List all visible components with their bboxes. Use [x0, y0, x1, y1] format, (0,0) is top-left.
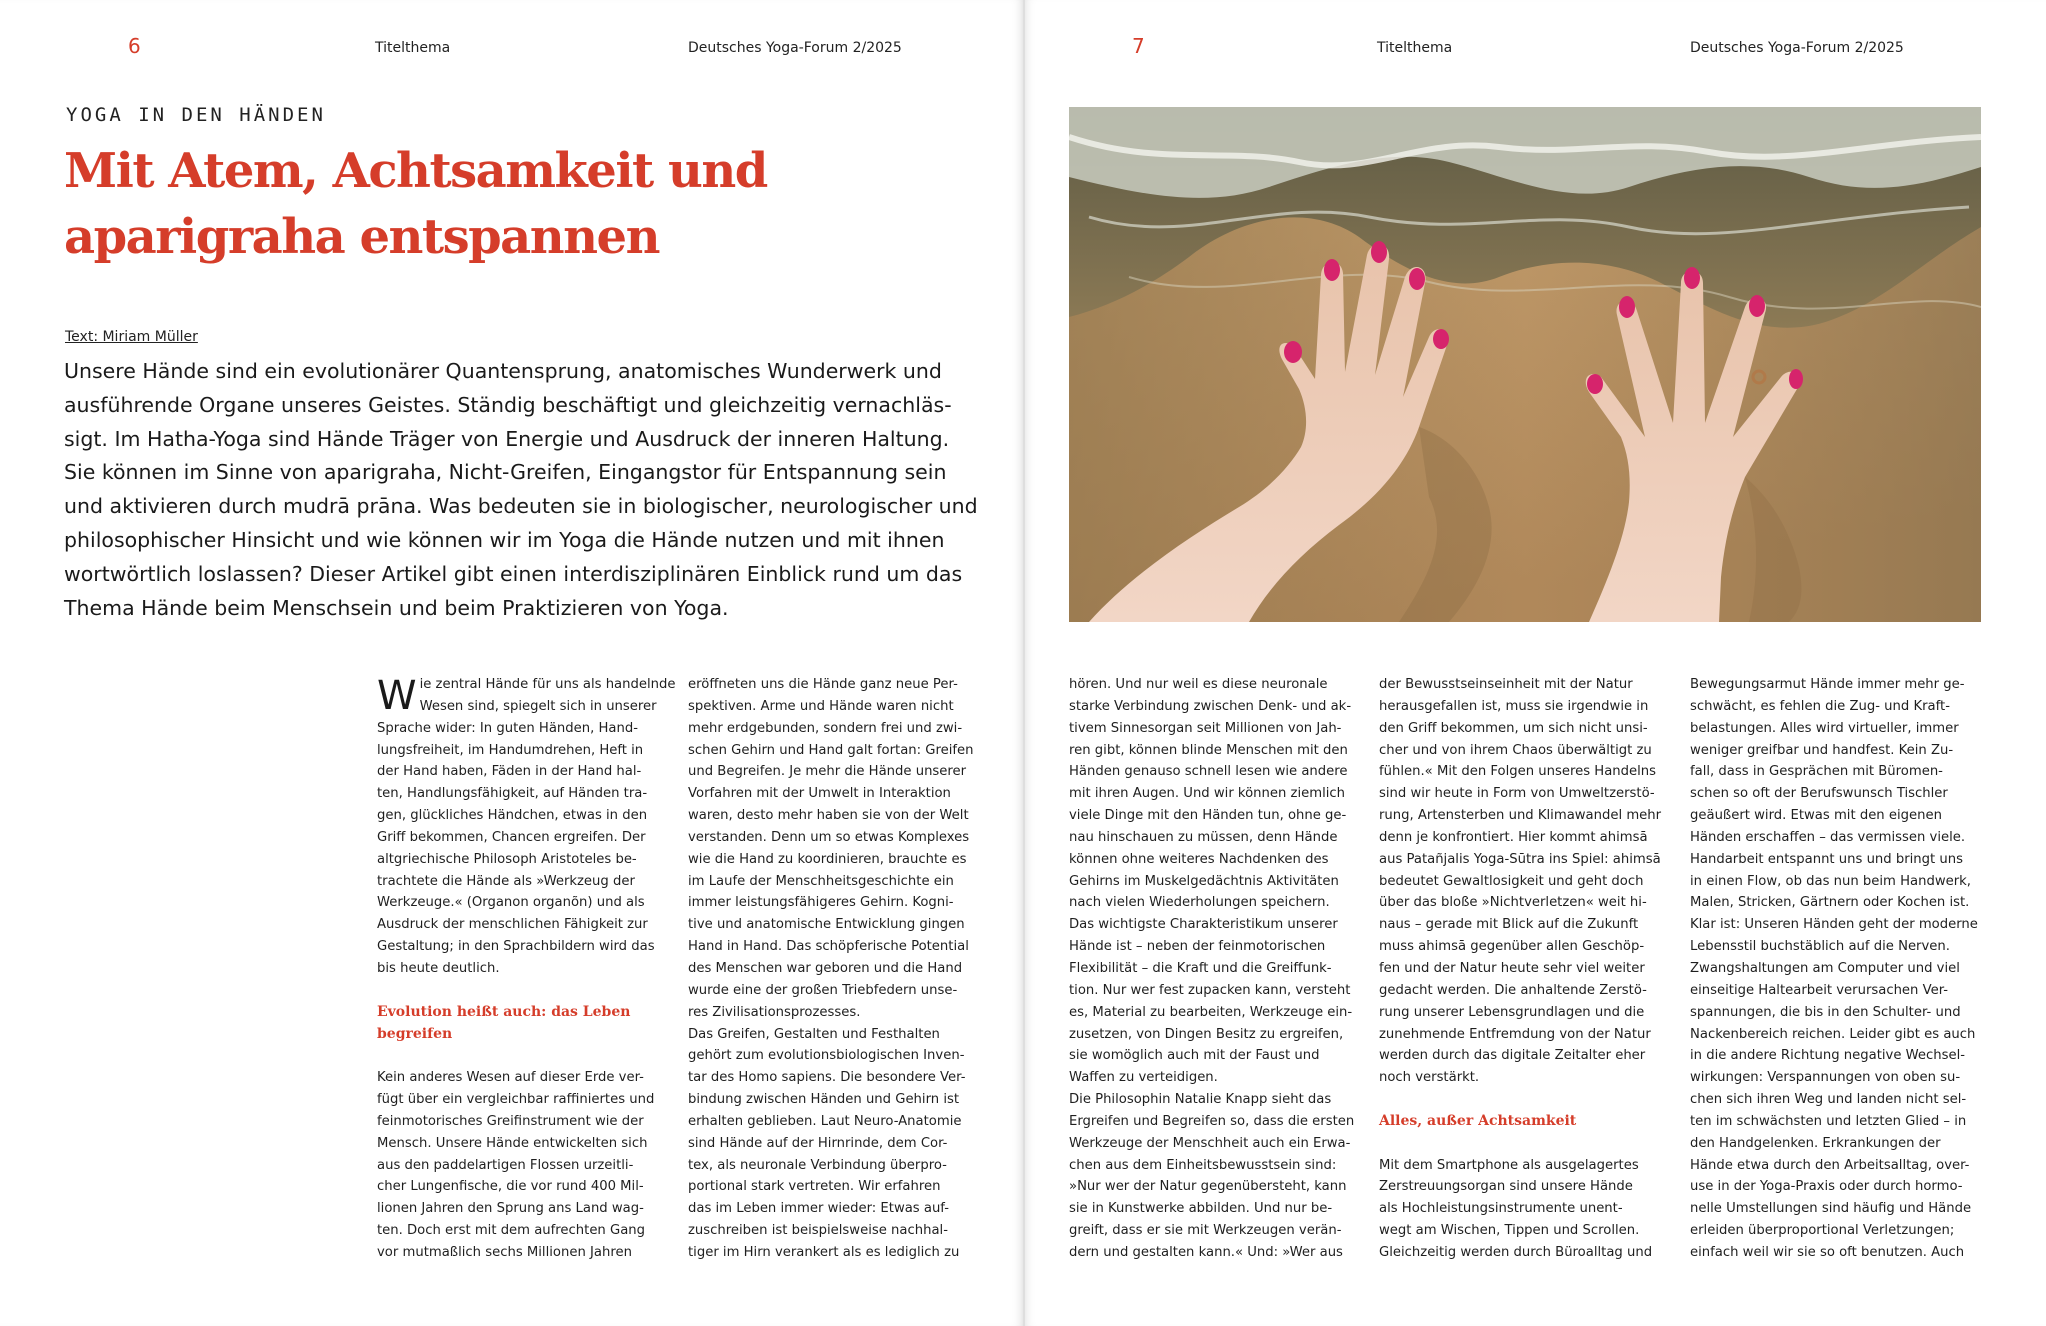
- text-line: tar des Homo sapiens. Die besondere Ver-: [688, 1070, 966, 1086]
- lead-line: sigt. Im Hatha-Yoga sind Hände Träger von Energie und Ausdruck der inneren Haltung.: [64, 426, 950, 451]
- text-line: wirkungen: Verspannungen von oben su-: [1690, 1070, 1961, 1086]
- text-line: feinmotorisches Greifinstrument wie der: [377, 1113, 644, 1129]
- text-line: muss ahimsā gegenüber allen Geschöp-: [1379, 939, 1645, 955]
- text-line: sind wir heute in Form von Umweltzerstö-: [1379, 786, 1655, 802]
- text-line: cher und von ihrem Chaos überwältigt zu: [1379, 742, 1652, 758]
- text-line: portional stark vertreten. Wir erfahren: [688, 1179, 941, 1195]
- text-line: wie die Hand zu koordinieren, brauchte es: [688, 851, 967, 867]
- text-line: Lebensstil buchstäblich auf die Nerven.: [1690, 939, 1950, 955]
- column-body: [377, 718, 667, 1264]
- text-line: sie womöglich auch mit der Faust und: [1069, 1048, 1320, 1064]
- subheading-line: Evolution heißt auch: das Leben: [377, 1003, 631, 1020]
- text-line: chen aus dem Einheitsbewusstsein sind:: [1069, 1157, 1337, 1173]
- text-line: gehört zum evolutionsbiologischen Inven-: [688, 1048, 965, 1064]
- text-column-4: [1379, 674, 1669, 1264]
- text-line: fall, dass in Gesprächen mit Büromen-: [1690, 764, 1943, 780]
- text-line: den Griff bekommen, um sich nicht unsi-: [1379, 720, 1648, 736]
- text-line: noch verstärkt.: [1379, 1070, 1480, 1086]
- page-number: 7: [1132, 34, 1145, 58]
- subheading-line: Alles, außer Achtsamkeit: [1379, 1112, 1577, 1129]
- text-line: nach vielen Wiederholungen speichern.: [1069, 895, 1330, 911]
- text-line: Klar ist: Unseren Händen geht der moderne: [1690, 917, 1978, 933]
- text-line: schen so oft der Berufswunsch Tischler: [1690, 786, 1948, 802]
- lead-line: Sie können im Sinne von aparigraha, Nicht-Greifen, Eingangstor für Entspannung sein: [64, 460, 947, 485]
- text-line: den Handgelenken. Erkrankungen der: [1690, 1135, 1941, 1151]
- text-line: starke Verbindung zwischen Denk- und ak-: [1069, 698, 1352, 714]
- text-line: fen und der Natur heute sehr viel weiter: [1379, 960, 1645, 976]
- lead-paragraph: [64, 355, 1004, 625]
- headline-line: Mit Atem, Achtsamkeit und: [64, 143, 767, 199]
- text-line: vor mutmaßlich sechs Millionen Jahren: [377, 1244, 632, 1260]
- text-line: Gleichzeitig werden durch Büroalltag und: [1379, 1244, 1653, 1260]
- text-line: Das wichtigste Charakteristikum unserer: [1069, 917, 1338, 933]
- text-line: Hände ist – neben der feinmotorischen: [1069, 939, 1326, 955]
- text-line: ten. Doch erst mit dem aufrechten Gang: [377, 1223, 646, 1239]
- text-line: Mensch. Unsere Hände entwickelten sich: [377, 1135, 648, 1151]
- text-line: Mit dem Smartphone als ausgelagertes: [1379, 1157, 1639, 1173]
- text-line: Handarbeit entspannt uns und bringt uns: [1690, 851, 1963, 867]
- text-line: fügt über ein vergleichbar raffiniertes und: [377, 1092, 655, 1108]
- text-line: mehr erdgebunden, sondern frei und zwi-: [688, 720, 963, 736]
- text-line: greift, dass er sie mit Werkzeugen verän-: [1069, 1223, 1342, 1239]
- text-line: tion. Nur wer fest zupacken kann, versteht: [1069, 982, 1351, 998]
- running-head-section: Titelthema: [1377, 40, 1453, 56]
- text-line: lungsfreiheit, im Handumdrehen, Heft in: [377, 742, 644, 758]
- text-line: immer leistungsfähigeres Gehirn. Kogni-: [688, 895, 954, 911]
- page-number: 6: [128, 34, 141, 58]
- text-line: eröffneten uns die Hände ganz neue Per-: [688, 677, 958, 692]
- text-line: schwächt, es fehlen die Zug- und Kraft-: [1690, 698, 1950, 714]
- text-line: Zerstreuungsorgan sind unsere Hände: [1379, 1179, 1633, 1195]
- text-line: waren, desto mehr haben sie von der Welt: [688, 808, 969, 824]
- lead-line: und aktivieren durch mudrā prāna. Was bedeuten sie in biologischer, neurologischer und: [64, 494, 978, 519]
- text-line: use in der Yoga-Praxis oder durch hormo-: [1690, 1179, 1963, 1195]
- text-line: chen sich ihren Weg und landen nicht sel-: [1690, 1092, 1967, 1108]
- text-line: Das Greifen, Gestalten und Festhalten: [688, 1026, 940, 1042]
- text-line: wurde eine der großen Triebfedern unse-: [688, 982, 958, 998]
- text-line: lionen Jahren den Sprung ans Land wag-: [377, 1201, 644, 1217]
- text-column-3: [1069, 674, 1364, 1264]
- text-line: verstanden. Denn um so etwas Komplexes: [688, 829, 970, 845]
- text-line: Nackenbereich reichen. Leider gibt es auch: [1690, 1026, 1976, 1042]
- text-line: in die andere Richtung negative Wechsel-: [1690, 1048, 1966, 1064]
- text-line: cher Lungenfische, die vor rund 400 Mil-: [377, 1179, 644, 1195]
- text-line: gedacht werden. Die anhaltende Zerstö-: [1379, 982, 1647, 998]
- text-line: Händen genauso schnell lesen wie andere: [1069, 764, 1348, 780]
- byline: Text: Miriam Müller: [65, 329, 198, 345]
- text-line: Ausdruck der menschlichen Fähigkeit zur: [377, 917, 648, 933]
- lead-line: ausführende Organe unseres Geistes. Ständig beschäftigt und gleichzeitig vernachläs-: [64, 392, 952, 417]
- running-head-magazine: Deutsches Yoga-Forum 2/2025: [1690, 40, 1904, 56]
- paragraph-gap: [1379, 1133, 1669, 1155]
- text-line: Malen, Stricken, Gärtnern oder Kochen ist.: [1690, 895, 1970, 911]
- text-line: bis heute deutlich.: [377, 960, 500, 976]
- paragraph-gap: [377, 1045, 667, 1067]
- text-line: rung, Artensterben und Klimawandel mehr: [1379, 808, 1662, 824]
- text-line: dern und gestalten kann.« Und: »Wer aus: [1069, 1244, 1343, 1260]
- text-line: spektiven. Arme und Hände waren nicht: [688, 698, 954, 714]
- text-line: zuschreiben ist beispielsweise nachhal-: [688, 1223, 948, 1239]
- text-line: und Begreifen. Je mehr die Hände unserer: [688, 764, 967, 780]
- text-line: Gehirns im Muskelgedächtnis Aktivitäten: [1069, 873, 1339, 889]
- text-line: bindung zwischen Händen und Gehirn ist: [688, 1092, 960, 1108]
- text-line: Ergreifen und Begreifen so, dass die ersten: [1069, 1113, 1355, 1129]
- lead-line: wortwörtlich loslassen? Dieser Artikel gibt einen interdisziplinären Einblick rund um das: [64, 561, 963, 586]
- text-line: Hände etwa durch den Arbeitsalltag, over-: [1690, 1157, 1970, 1173]
- text-line: als Hochleistungsinstrumente unent-: [1379, 1201, 1623, 1217]
- photo-illustration: [1069, 107, 1981, 622]
- text-line: können ohne weiteres Nachdenken des: [1069, 851, 1329, 867]
- lead-line: Unsere Hände sind ein evolutionärer Quantensprung, anatomisches Wunderwerk und: [64, 359, 942, 383]
- text-line: Zwangshaltungen am Computer und viel: [1690, 960, 1960, 976]
- text-line: naus – gerade mit Blick auf die Zukunft: [1379, 917, 1639, 933]
- text-line: Händen erschaffen – das vermissen viele.: [1690, 829, 1966, 845]
- text-line: ren gibt, können blinde Menschen mit den: [1069, 742, 1348, 758]
- text-line: zunehmende Entfremdung von der Natur: [1379, 1026, 1651, 1042]
- article-kicker: YOGA IN DEN HÄNDEN: [66, 104, 326, 126]
- drop-cap-paragraph: [377, 673, 676, 719]
- text-column-1: [377, 673, 676, 1264]
- text-line: schen Gehirn und Hand galt fortan: Greifen: [688, 742, 974, 758]
- text-line: hören. Und nur weil es diese neuronale: [1069, 677, 1328, 692]
- paragraph-gap: [1379, 1089, 1669, 1111]
- text-line: viele Dinge mit den Händen tun, ohne ge-: [1069, 808, 1347, 824]
- text-line: es, Material zu bearbeiten, Werkzeuge ein-: [1069, 1004, 1353, 1020]
- text-line: Flexibilität – die Kraft und die Greiffunk-: [1069, 960, 1332, 976]
- text-line: tex, als neuronale Verbindung überpro-: [688, 1157, 947, 1173]
- text-line: aus den paddelartigen Flossen urzeitli-: [377, 1157, 634, 1173]
- text-line: rung unserer Lebensgrundlagen und die: [1379, 1004, 1645, 1020]
- text-line: res Zivilisationsprozesses.: [688, 1004, 861, 1020]
- text-line: der Hand haben, Fäden in der Hand hal-: [377, 764, 642, 780]
- text-line: erleiden überproportional Verletzungen;: [1690, 1223, 1955, 1239]
- text-line: Die Philosophin Natalie Knapp sieht das: [1069, 1092, 1332, 1108]
- text-line: einfach weil wir sie so oft benutzen. Auch: [1690, 1244, 1965, 1260]
- text-line: über das bloße »Nichtverletzen« weit hi-: [1379, 895, 1647, 911]
- text-line: Wesen sind, spiegelt sich in unserer: [419, 698, 657, 714]
- text-line: fühlen.« Mit den Folgen unseres Handelns: [1379, 764, 1657, 780]
- text-line: ie zentral Hände für uns als handelnde: [419, 677, 676, 692]
- text-line: mit ihren Augen. Und wir können ziemlich: [1069, 786, 1346, 802]
- running-head-section: Titelthema: [375, 40, 451, 56]
- paragraph-gap: [377, 980, 667, 1002]
- text-line: ten im schwächsten und letzten Glied – in: [1690, 1113, 1967, 1129]
- text-line: belastungen. Alles wird virtueller, immer: [1690, 720, 1959, 736]
- text-line: zusetzen, von Dingen Besitz zu ergreifen,: [1069, 1026, 1344, 1042]
- text-line: spannungen, die bis in den Schulter- und: [1690, 1004, 1961, 1020]
- text-line: Gestaltung; in den Sprachbildern wird das: [377, 939, 655, 955]
- text-line: Sprache wider: In guten Händen, Hand-: [377, 720, 638, 736]
- text-line: denn je konfrontiert. Hier kommt ahimsā: [1379, 829, 1648, 845]
- text-line: wegt am Wischen, Tippen und Scrollen.: [1379, 1223, 1640, 1239]
- text-line: herausgefallen ist, muss sie irgendwie in: [1379, 698, 1649, 714]
- text-line: Vorfahren mit der Umwelt in Interaktion: [688, 786, 951, 802]
- text-line: gen, glückliches Händchen, etwas in den: [377, 808, 648, 824]
- text-column-2: [688, 674, 983, 1264]
- text-line: erhalten geblieben. Laut Neuro-Anatomie: [688, 1113, 962, 1129]
- text-line: des Menschen war geboren und die Hand: [688, 960, 963, 976]
- text-line: geäußert wird. Etwas mit den eigenen: [1690, 808, 1942, 824]
- text-line: tivem Sinnesorgan seit Millionen von Jah-: [1069, 720, 1342, 736]
- text-line: sind Hände auf der Hirnrinde, dem Cor-: [688, 1135, 948, 1151]
- text-line: tiger im Hirn verankert als es lediglich zu: [688, 1244, 960, 1260]
- text-line: Bewegungsarmut Hände immer mehr ge-: [1690, 677, 1965, 692]
- running-head-magazine: Deutsches Yoga-Forum 2/2025: [688, 40, 902, 56]
- text-line: Werkzeuge der Menschheit auch ein Erwa-: [1069, 1135, 1351, 1151]
- text-line: das im Leben immer wieder: Etwas auf-: [688, 1201, 949, 1217]
- lead-line: philosophischer Hinsicht und wie können wir im Yoga die Hände nutzen und mit ihnen: [64, 527, 945, 552]
- headline-line: aparigraha entspannen: [64, 209, 659, 265]
- text-line: im Laufe der Menschheitsgeschichte ein: [688, 873, 954, 889]
- subheading-line: begreifen: [377, 1025, 453, 1042]
- text-line: Griff bekommen, Chancen ergreifen. Der: [377, 829, 646, 845]
- text-line: aus Patañjalis Yoga-Sūtra ins Spiel: ahimsā: [1379, 851, 1661, 867]
- text-line: Werkzeuge.« (Organon organõn) und als: [377, 895, 645, 911]
- text-line: »Nur wer der Natur gegenübersteht, kann: [1069, 1179, 1347, 1195]
- text-line: der Bewusstseinseinheit mit der Natur: [1379, 677, 1633, 692]
- text-line: werden durch das digitale Zeitalter eher: [1379, 1048, 1646, 1064]
- text-line: nau hinschauen zu müssen, denn Hände: [1069, 829, 1338, 845]
- text-column-5: [1690, 674, 1985, 1264]
- text-line: trachtete die Hände als »Werkzeug der: [377, 873, 635, 889]
- text-line: weniger greifbar und handfest. Kein Zu-: [1690, 742, 1954, 758]
- text-line: Hand in Hand. Das schöpferische Potential: [688, 939, 969, 955]
- text-line: sie in Kunstwerke abbilden. Und nur be-: [1069, 1201, 1333, 1217]
- text-line: in einen Flow, ob das nun beim Handwerk,: [1690, 873, 1971, 889]
- text-line: nelle Umstellungen sind häufig und Hände: [1690, 1201, 1972, 1217]
- text-line: Waffen zu verteidigen.: [1069, 1070, 1218, 1086]
- lead-line: Thema Hände beim Menschsein und beim Praktizieren von Yoga.: [64, 595, 729, 620]
- article-headline: [64, 138, 964, 270]
- text-line: einseitige Haltearbeit verursachen Ver-: [1690, 982, 1949, 998]
- text-line: ten, Handlungsfähigkeit, auf Händen tra-: [377, 786, 648, 802]
- text-line: altgriechische Philosoph Aristoteles be-: [377, 851, 637, 867]
- text-line: Kein anderes Wesen auf dieser Erde ver-: [377, 1070, 644, 1086]
- drop-cap: W: [377, 673, 417, 719]
- text-line: bedeutet Gewaltlosigkeit und geht doch: [1379, 873, 1644, 889]
- hands-in-sand-photo: [1069, 107, 1981, 622]
- text-line: tive und anatomische Entwicklung gingen: [688, 917, 965, 933]
